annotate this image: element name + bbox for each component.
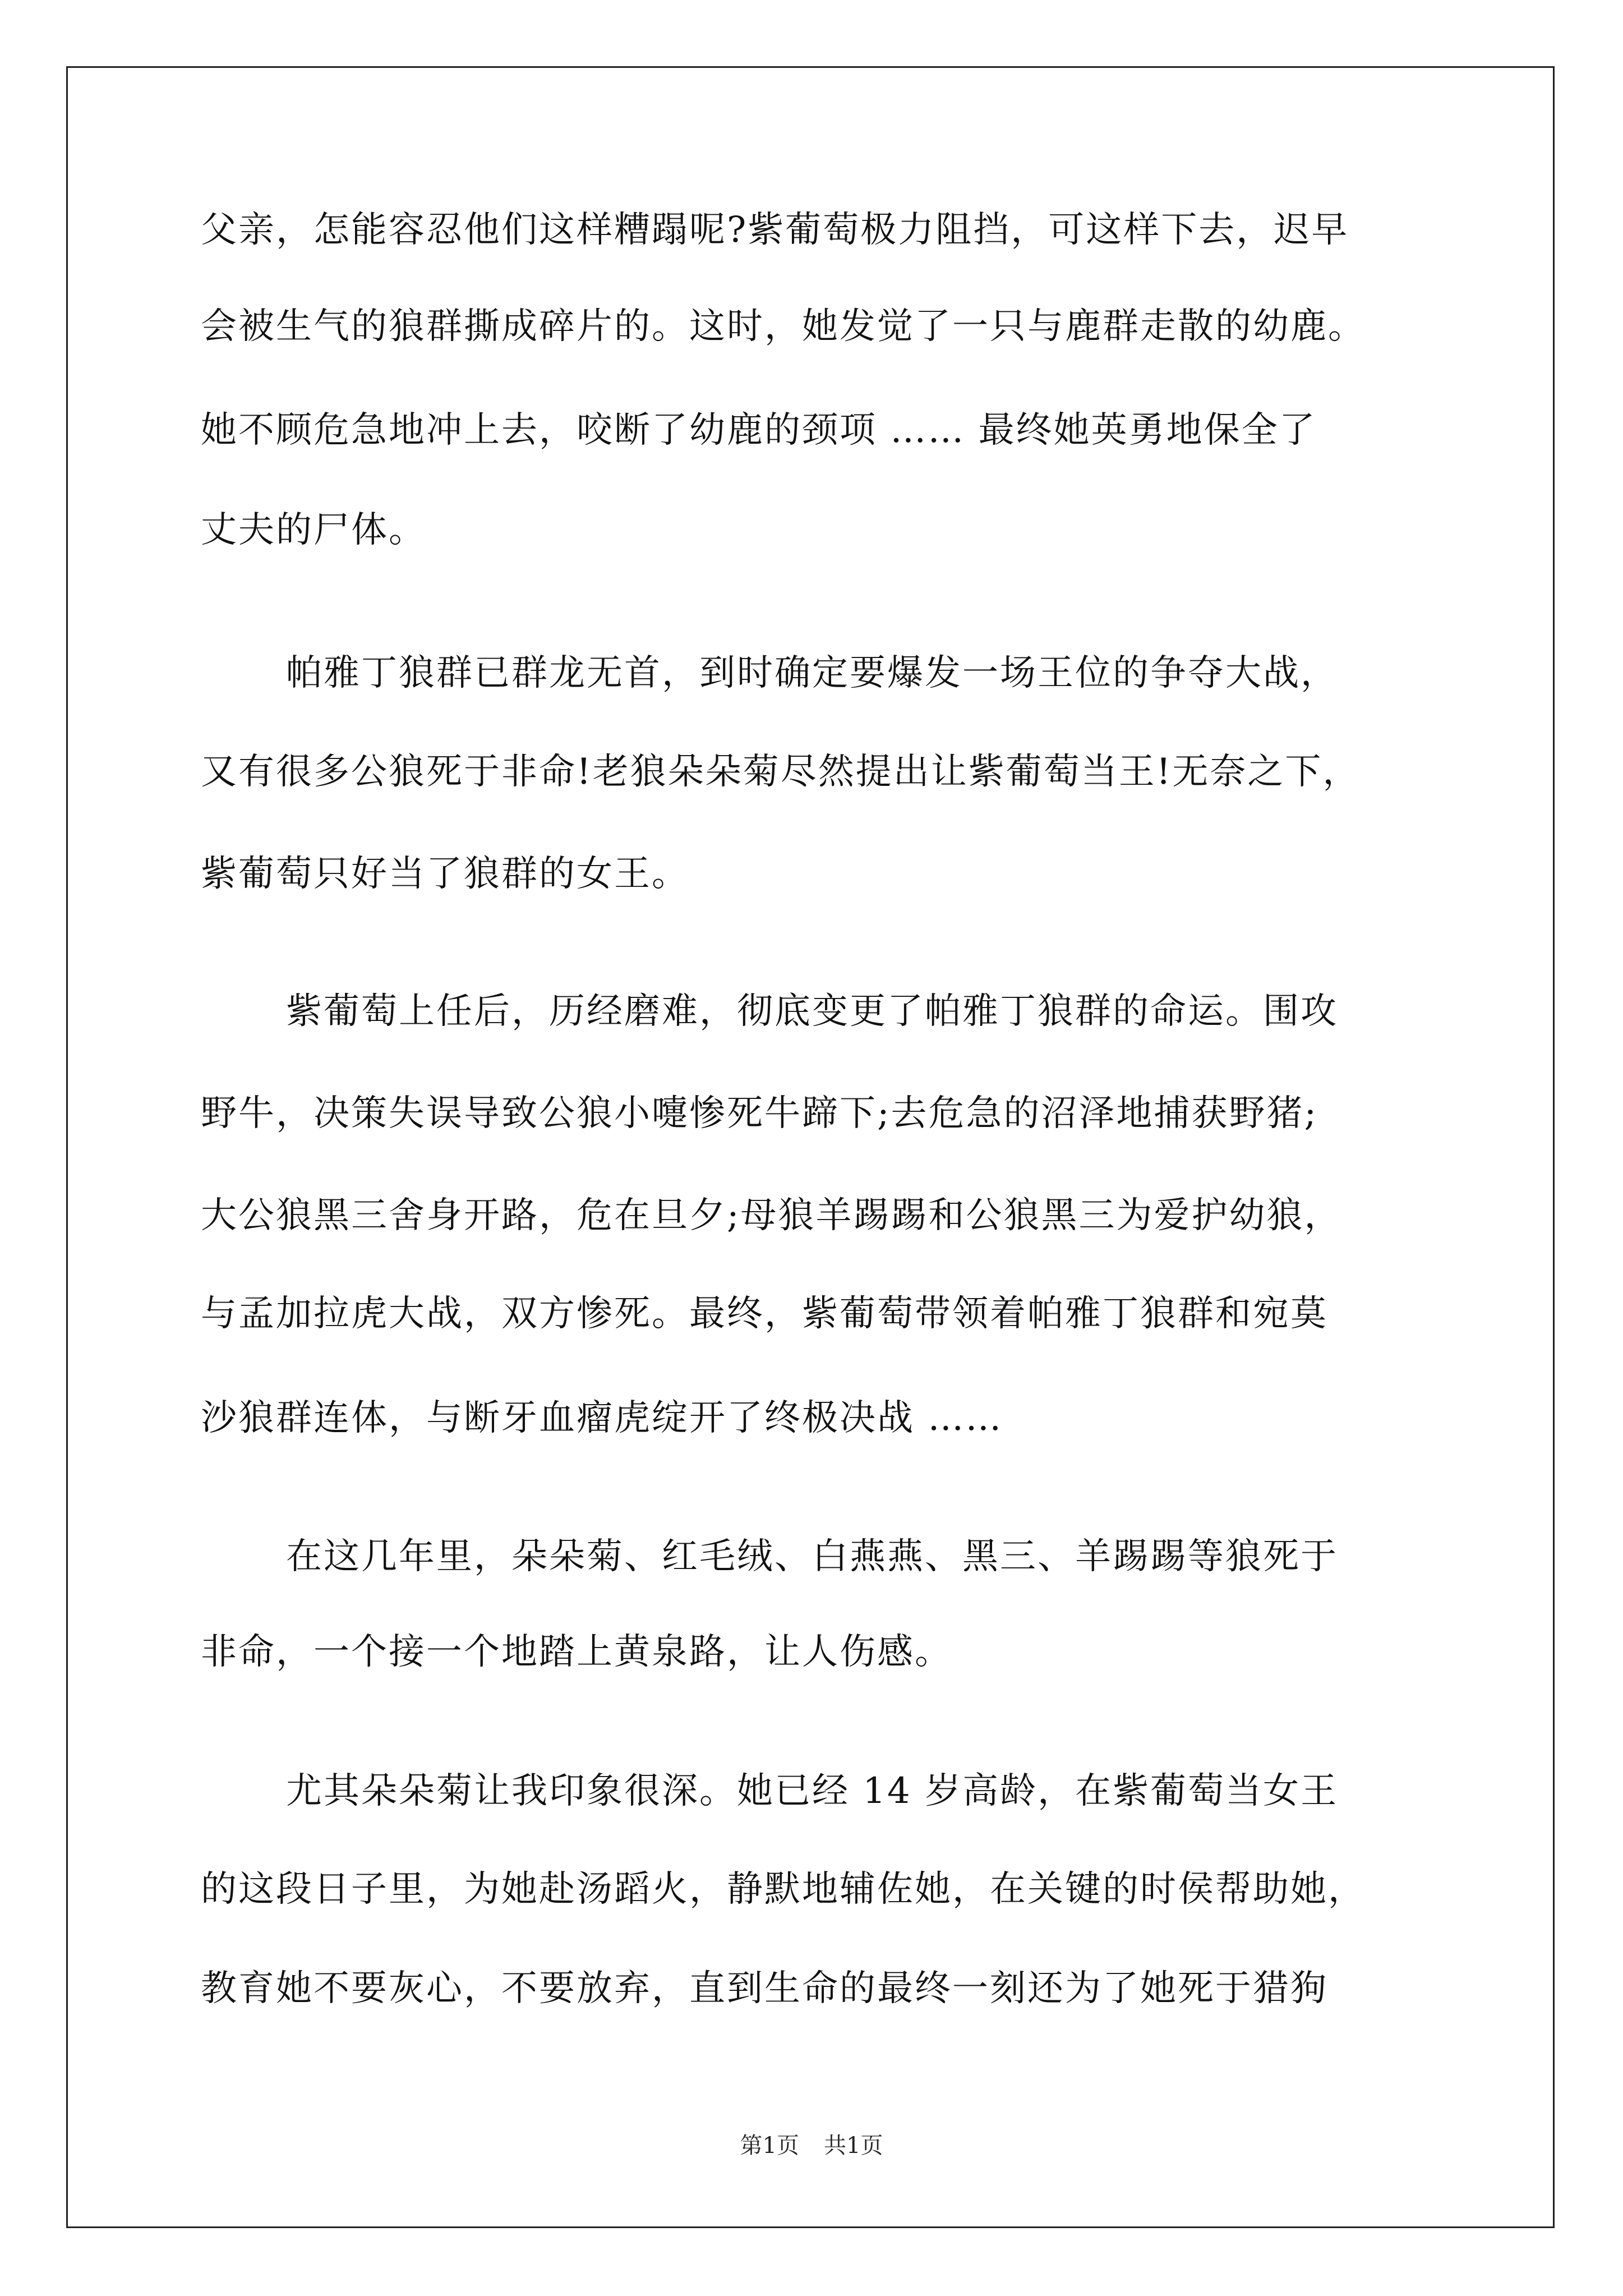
- text-line-11: 与孟加拉虎大战，双方惨死。最终，紫葡萄带领着帕雅丁狼群和宛莫: [201, 1293, 1328, 1335]
- text-line-7: 紫葡萄只好当了狼群的女王。: [201, 853, 689, 895]
- text-line-17: 教育她不要灰心，不要放弃，直到生命的最终一刻还为了她死于猎狗: [201, 1968, 1328, 2009]
- text-line-13: 在这几年里，朵朵菊、红毛绒、白燕燕、黑三、羊踢踢等狼死于: [286, 1536, 1338, 1577]
- page-footer: [0, 2132, 1623, 2160]
- text-line-14: 非命，一个接一个地踏上黄泉路，让人伤感。: [201, 1631, 952, 1673]
- text-line-16: 的这段日子里，为她赴汤蹈火，静默地辅佐她，在关键的时侯帮助她，: [201, 1869, 1366, 1910]
- text-line-3: 她不顾危急地冲上去，咬断了幼鹿的颈项 …… 最终她英勇地保全了: [201, 409, 1317, 451]
- text-line-12: 沙狼群连体，与断牙血瘤虎绽开了终极决战 ……: [201, 1397, 1003, 1439]
- page-total: 共1页: [824, 2133, 883, 2159]
- text-line-15: 尤其朵朵菊让我印象很深。她已经 14 岁高龄，在紫葡萄当女王: [286, 1770, 1339, 1812]
- text-line-1: 父亲，怎能容忍他们这样糟蹋呢?紫葡萄极力阻挡，可这样下去，迟早: [201, 209, 1349, 251]
- text-line-9: 野牛，决策失误导致公狼小嚏惨死牛蹄下;去危急的沼泽地捕获野猪;: [201, 1093, 1318, 1134]
- page-number: 第1页: [740, 2133, 799, 2159]
- text-line-2: 会被生气的狼群撕成碎片的。这时，她发觉了一只与鹿群走散的幼鹿。: [201, 306, 1366, 347]
- text-line-6: 又有很多公狼死于非命!老狼朵朵菊尽然提出让紫葡萄当王!无奈之下，: [201, 751, 1361, 793]
- text-line-4: 丈夫的尸体。: [201, 509, 426, 551]
- text-line-8: 紫葡萄上任后，历经磨难，彻底变更了帕雅丁狼群的命运。围攻: [286, 991, 1338, 1032]
- text-line-10: 大公狼黑三舍身开路，危在旦夕;母狼羊踢踢和公狼黑三为爱护幼狼，: [201, 1195, 1342, 1236]
- text-line-5: 帕雅丁狼群已群龙无首，到时确定要爆发一场王位的争夺大战，: [286, 652, 1338, 694]
